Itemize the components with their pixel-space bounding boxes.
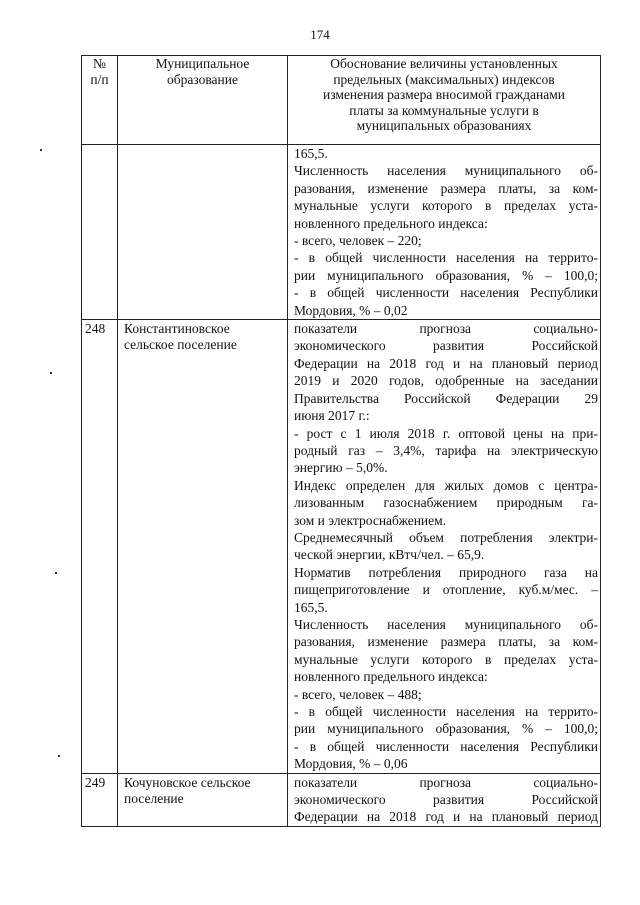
text-line: рии муниципального образования, % – 100,0; (294, 721, 598, 737)
text-line: - в общей численности населения Республики (294, 285, 598, 301)
text-line: экономического развития Российской (294, 338, 598, 354)
table-body (82, 145, 601, 827)
text-line: экономического развития Российской (294, 792, 598, 808)
header-justification: Обоснование величины установленных предельных (максимальных) индексов изменения размера вносимой гражданами платы за коммунальные услуги в муниципальных образованиях (288, 56, 601, 145)
row-justification (288, 320, 601, 774)
text-line: - рост с 1 июля 2018 г. оптовой цены на при- (294, 425, 598, 441)
text-line: Мордовия, % – 0,06 (294, 756, 408, 772)
text-line: 165,5. (294, 599, 328, 615)
text-line: - всего, человек – 488; (294, 686, 422, 702)
text-line: - в общей численности населения на террито- (294, 704, 598, 719)
text-line: Численность населения муниципального об- (294, 616, 598, 632)
table-row (82, 145, 601, 320)
row-justification (288, 145, 601, 320)
scan-mark (55, 572, 57, 574)
row-municipality: Кочуновское сельское поселение (118, 773, 288, 826)
text-line: мунальные услуги которого в пределах уста- (294, 198, 598, 214)
text-line: рии муниципального образования, % – 100,0; (294, 267, 598, 283)
text-line: Мордовия, % – 0,02 (294, 302, 408, 318)
text-line: новленного предельного индекса: (294, 215, 488, 231)
table-row (82, 320, 601, 774)
scan-mark (58, 755, 60, 757)
text-line: - в общей численности населения на террито- (294, 250, 598, 266)
text-line: Федерации на 2018 год и на плановый период (294, 809, 598, 825)
text-line: мунальные услуги которого в пределах уста- (294, 651, 598, 667)
header-num: № п/п (82, 56, 118, 145)
text-line: - в общей численности населения Республики (294, 738, 598, 754)
text-line: ческой энергии, кВтч/чел. – 65,9. (294, 547, 485, 563)
text-line: разования, изменение размера платы, за ком- (294, 634, 598, 650)
text-line: 165,5. (294, 146, 328, 161)
text-line: зом и электроснабжением. (294, 512, 447, 528)
text-line: Федерации на 2018 год и на плановый период (294, 355, 598, 371)
text-line: разования, изменение размера платы, за ком- (294, 180, 598, 196)
row-number (82, 145, 118, 320)
text-line: 2019 и 2020 годов, одобренные на заседании (294, 373, 598, 389)
row-number: 249 (82, 773, 118, 826)
text-line: Норматив потребления природного газа на (294, 564, 598, 580)
text-line: Индекс определен для жилых домов с центра- (294, 477, 598, 493)
text-line: энергию – 5,0%. (294, 460, 388, 476)
table-row (82, 773, 601, 826)
row-municipality (118, 145, 288, 320)
text-line: родный газ – 3,4%, тарифа на электрическую (294, 442, 598, 458)
text-line: новленного предельного индекса: (294, 669, 488, 685)
text-line: лизованным газоснабжением природным га- (294, 495, 598, 511)
text-line: Правительства Российской Федерации 29 (294, 390, 598, 406)
text-line: - всего, человек – 220; (294, 233, 422, 249)
scan-mark (40, 149, 42, 151)
text-line: июня 2017 г.: (294, 408, 370, 424)
header-municipality: Муниципальное образование (118, 56, 288, 145)
scan-mark (50, 372, 52, 374)
text-line: Численность населения муниципального об- (294, 163, 598, 179)
indices-table (81, 55, 601, 827)
row-municipality: Константиновское сельское поселение (118, 320, 288, 774)
text-line: Среднемесячный объем потребления электри- (294, 529, 598, 545)
text-line: показатели прогноза социально- (294, 321, 598, 337)
text-line: показатели прогноза социально- (294, 774, 598, 790)
row-justification (288, 773, 601, 826)
page-number: 174 (310, 27, 330, 42)
table-header-row (82, 56, 601, 145)
text-line: пищеприготовление и отопление, куб.м/мес. – (294, 582, 598, 598)
row-number: 248 (82, 320, 118, 774)
